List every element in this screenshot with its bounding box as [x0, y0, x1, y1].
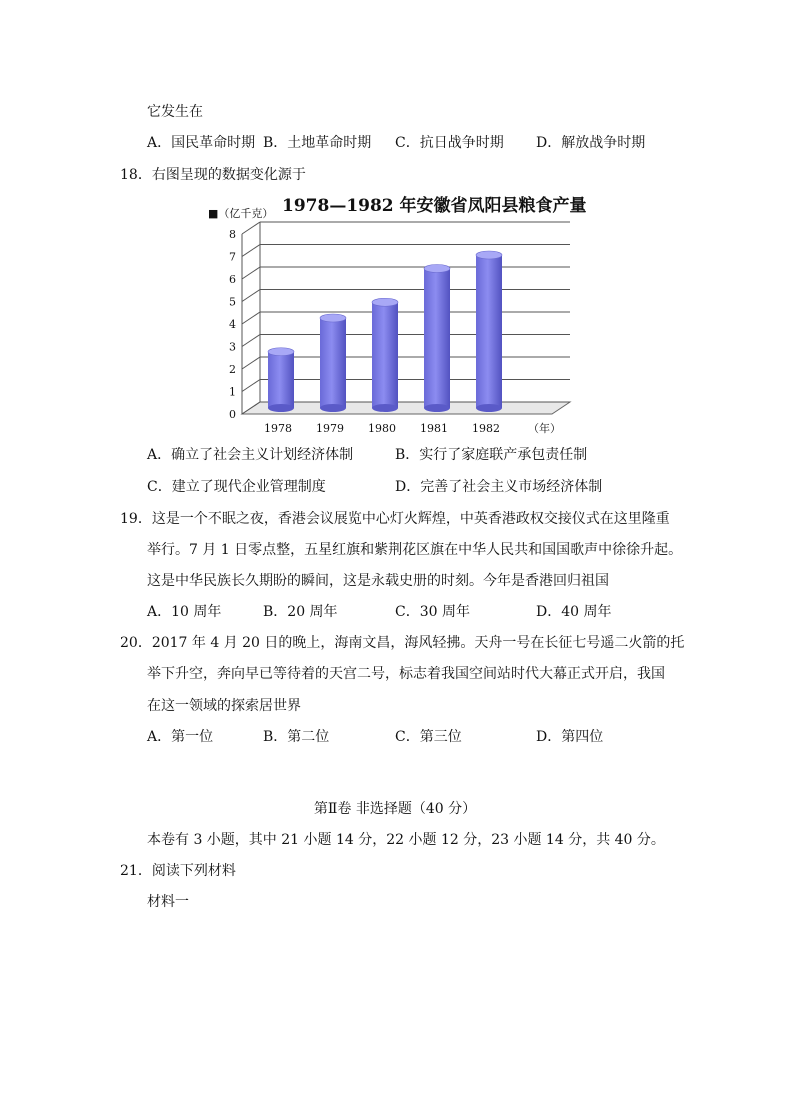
bar-1979: [320, 318, 346, 408]
bar-base-1981: [424, 404, 450, 412]
y-tick-label: 4: [229, 318, 236, 331]
y-tick-label: 8: [229, 228, 236, 241]
q20-option-b: B．第二位: [263, 729, 330, 745]
q18-stem: 18．右图呈现的数据变化源于: [120, 167, 306, 183]
x-tick-label: 1981: [420, 422, 448, 435]
y-tick-label: 5: [229, 295, 236, 309]
x-tick-label: 1978: [264, 422, 292, 435]
bar-1980: [372, 302, 398, 408]
q20-line-2: 举下升空，奔向早已等待着的天宫二号，标志着我国空间站时代大幕正式开启，我国: [147, 666, 665, 682]
y-tick-label: 7: [229, 250, 236, 264]
bar-base-1978: [268, 404, 294, 412]
gridline-side: [242, 222, 260, 234]
q17-option-a: A．国民革命时期: [147, 135, 256, 151]
q19-option-a: A．10 周年: [147, 604, 222, 620]
q19-option-c: C．30 周年: [395, 604, 470, 620]
bar-top-1979: [320, 314, 346, 322]
gridline-side: [242, 245, 260, 257]
gridline-side: [242, 290, 260, 302]
part2-title: 第Ⅱ卷 非选择题（40 分）: [313, 801, 477, 817]
x-tick-label: 1979: [316, 422, 344, 435]
q21-stem: 21．阅读下列材料: [120, 863, 236, 879]
y-tick-label: 0: [229, 408, 236, 421]
bar-base-1980: [372, 404, 398, 412]
q17-stem-tail: 它发生在: [147, 104, 203, 120]
q18-option-c: C．建立了现代企业管理制度: [147, 479, 326, 495]
bar-top-1981: [424, 265, 450, 273]
x-unit-label: （年）: [528, 422, 561, 435]
q17-option-c: C．抗日战争时期: [395, 135, 504, 151]
bar-1981: [424, 269, 450, 409]
q20-option-a: A．第一位: [147, 729, 214, 745]
chart-title: 1978—1982 年安徽省凤阳县粮食产量: [282, 196, 587, 216]
x-tick-label: 1980: [368, 422, 396, 435]
bar-base-1982: [476, 404, 502, 412]
gridline-side: [242, 335, 260, 347]
q20-option-d: D．第四位: [536, 729, 604, 745]
y-tick-label: 6: [229, 273, 236, 286]
gridline-side: [242, 380, 260, 392]
q19-line-3: 这是中华民族长久期盼的瞬间，这是永载史册的时刻。今年是香港回归祖国: [147, 573, 609, 589]
y-tick-label: 1: [229, 385, 236, 399]
q18-option-b: B．实行了家庭联产承包责任制: [395, 447, 588, 463]
q19-option-d: D．40 周年: [536, 604, 612, 620]
part2-intro: 本卷有 3 小题，其中 21 小题 14 分，22 小题 12 分，23 小题 14 分，共 40 分。: [147, 832, 665, 848]
bar-base-1979: [320, 404, 346, 412]
gridline-side: [242, 312, 260, 324]
q19-line-1: 19．这是一个不眠之夜，香港会议展览中心灯火辉煌，中英香港政权交接仪式在这里隆重: [120, 511, 670, 527]
bar-top-1978: [268, 348, 294, 356]
q19-option-b: B．20 周年: [263, 604, 338, 620]
chart-unit-label: ■（亿千克）: [208, 207, 274, 220]
q20-line-3: 在这一领域的探索居世界: [147, 698, 301, 714]
q18-option-d: D．完善了社会主义市场经济体制: [395, 479, 603, 495]
q20-option-c: C．第三位: [395, 729, 462, 745]
q17-option-b: B．土地革命时期: [263, 135, 372, 151]
q18-option-a: A．确立了社会主义计划经济体制: [147, 447, 354, 463]
gridline-side: [242, 267, 260, 279]
q20-line-1: 20．2017 年 4 月 20 日的晚上，海南文昌，海风轻拂。天舟一号在长征七号遥二火箭的托: [120, 635, 685, 651]
bar-top-1980: [372, 298, 398, 306]
q19-line-2: 举行。7 月 1 日零点整，五星红旗和紫荆花区旗在中华人民共和国国歌声中徐徐升起。: [147, 542, 683, 558]
bar-1982: [476, 255, 502, 408]
q21-material-label: 材料一: [147, 894, 189, 910]
x-tick-label: 1982: [472, 422, 500, 435]
y-tick-label: 3: [229, 340, 236, 354]
gridline-side: [242, 357, 260, 369]
y-tick-label: 2: [229, 363, 236, 376]
grain-output-chart: [200, 190, 600, 440]
bar-top-1982: [476, 251, 502, 259]
q17-option-d: D．解放战争时期: [536, 135, 646, 151]
bar-1978: [268, 352, 294, 408]
